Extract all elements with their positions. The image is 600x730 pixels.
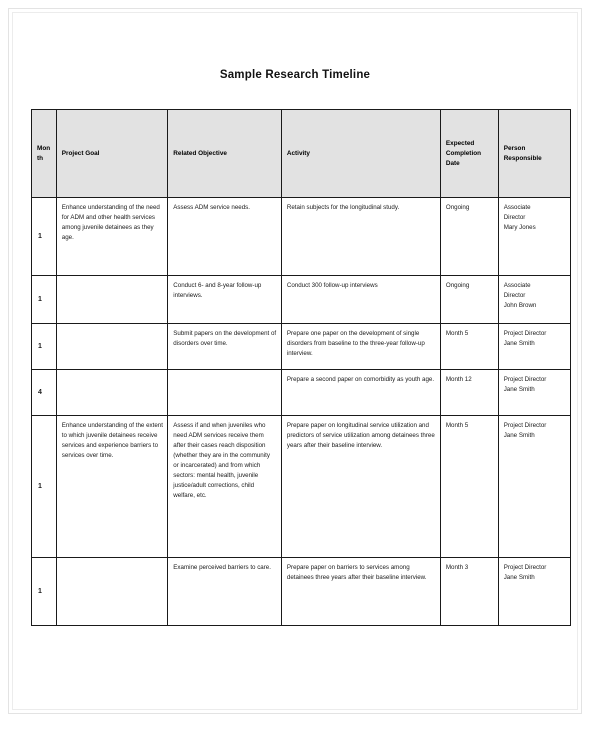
- column-header-activity: Activity: [281, 110, 440, 198]
- person-line-1: Associate: [503, 204, 531, 211]
- person-line-2: Jane Smith: [503, 386, 535, 394]
- cell-related-objective: Assess ADM service needs.: [168, 198, 282, 276]
- person-line-2: Jane Smith: [503, 432, 535, 440]
- person-line-1: Associate: [503, 282, 531, 289]
- person-line-1: Project Director: [503, 376, 547, 383]
- cell-activity: Prepare one paper on the development of single disorders from baseline to the three-year follow-up interview.: [281, 324, 440, 370]
- research-timeline-table: [31, 109, 571, 626]
- table-header-row: [32, 110, 571, 198]
- cell-expected-completion-date: Ongoing: [440, 198, 498, 276]
- cell-project-goal: [56, 324, 168, 370]
- cell-project-goal: [56, 370, 168, 416]
- column-header-person-line-1: Person: [503, 145, 526, 153]
- cell-project-goal: [56, 276, 168, 324]
- cell-expected-completion-date: Month 3: [440, 558, 498, 626]
- cell-project-goal: Enhance understanding of the need for ADM and other health services among juvenile detainees as they age.: [56, 198, 168, 276]
- table-row: [32, 416, 571, 558]
- column-header-expected-completion-date: [440, 110, 498, 198]
- cell-month: 1: [32, 416, 57, 558]
- cell-related-objective: Submit papers on the development of disorders over time.: [168, 324, 282, 370]
- cell-related-objective: Examine perceived barriers to care.: [168, 558, 282, 626]
- table-body: [32, 198, 571, 626]
- cell-month: 1: [32, 276, 57, 324]
- cell-expected-completion-date: Month 5: [440, 416, 498, 558]
- cell-activity: Prepare paper on barriers to services among detainees three years after their baseline interview.: [281, 558, 440, 626]
- cell-project-goal: [56, 558, 168, 626]
- column-header-person-responsible: [498, 110, 570, 198]
- cell-month: 4: [32, 370, 57, 416]
- table-row: [32, 558, 571, 626]
- cell-expected-completion-date: Ongoing: [440, 276, 498, 324]
- table-row: [32, 276, 571, 324]
- cell-activity: Retain subjects for the longitudinal study.: [281, 198, 440, 276]
- cell-month: 1: [32, 198, 57, 276]
- column-header-date-line-2: Completion: [445, 150, 482, 158]
- cell-project-goal: Enhance understanding of the extent to which juvenile detainees receive services and experience barriers to services over time.: [56, 416, 168, 558]
- cell-related-objective: Conduct 6- and 8-year follow-up interviews.: [168, 276, 282, 324]
- person-line-2: Jane Smith: [503, 574, 535, 582]
- person-line-1: Project Director: [503, 422, 547, 429]
- cell-person-responsible: [498, 198, 570, 276]
- person-line-2: Director: [503, 292, 526, 300]
- cell-month: 1: [32, 558, 57, 626]
- column-header-date-line-3: Date: [445, 159, 460, 167]
- page-title: Sample Research Timeline: [219, 69, 371, 81]
- cell-expected-completion-date: Month 5: [440, 324, 498, 370]
- cell-person-responsible: [498, 416, 570, 558]
- cell-related-objective: [168, 370, 282, 416]
- table-row: [32, 324, 571, 370]
- column-header-person-line-2: Responsible: [503, 155, 542, 162]
- column-header-date-line-1: Expected: [445, 140, 475, 148]
- cell-related-objective: Assess if and when juveniles who need ADM services receive them after their cases reach disposition (whether they are in the community or incarcerated) and from which sectors: mental health, juvenile justice/adult corrections, child welfare, etc.: [168, 416, 282, 558]
- person-line-3: Mary Jones: [503, 224, 536, 232]
- column-header-month: Month: [32, 110, 57, 198]
- table-row: [32, 370, 571, 416]
- person-line-1: Project Director: [503, 564, 547, 571]
- person-line-2: Jane Smith: [503, 340, 535, 348]
- cell-expected-completion-date: Month 12: [440, 370, 498, 416]
- column-header-related-objective: Related Objective: [168, 110, 282, 198]
- cell-person-responsible: [498, 370, 570, 416]
- person-line-3: John Brown: [503, 302, 537, 310]
- table-header: [32, 110, 571, 198]
- cell-activity: Prepare a second paper on comorbidity as youth age.: [281, 370, 440, 416]
- table-row: [32, 198, 571, 276]
- cell-person-responsible: [498, 324, 570, 370]
- cell-activity: Prepare paper on longitudinal service utilization and predictors of service utilization among detainees three years after their baseline interview.: [281, 416, 440, 558]
- column-header-project-goal: Project Goal: [56, 110, 168, 198]
- cell-person-responsible: [498, 276, 570, 324]
- person-line-2: Director: [503, 214, 526, 222]
- cell-person-responsible: [498, 558, 570, 626]
- cell-month: 1: [32, 324, 57, 370]
- document-page: [8, 8, 582, 714]
- cell-activity: Conduct 300 follow-up interviews: [281, 276, 440, 324]
- person-line-1: Project Director: [503, 330, 547, 337]
